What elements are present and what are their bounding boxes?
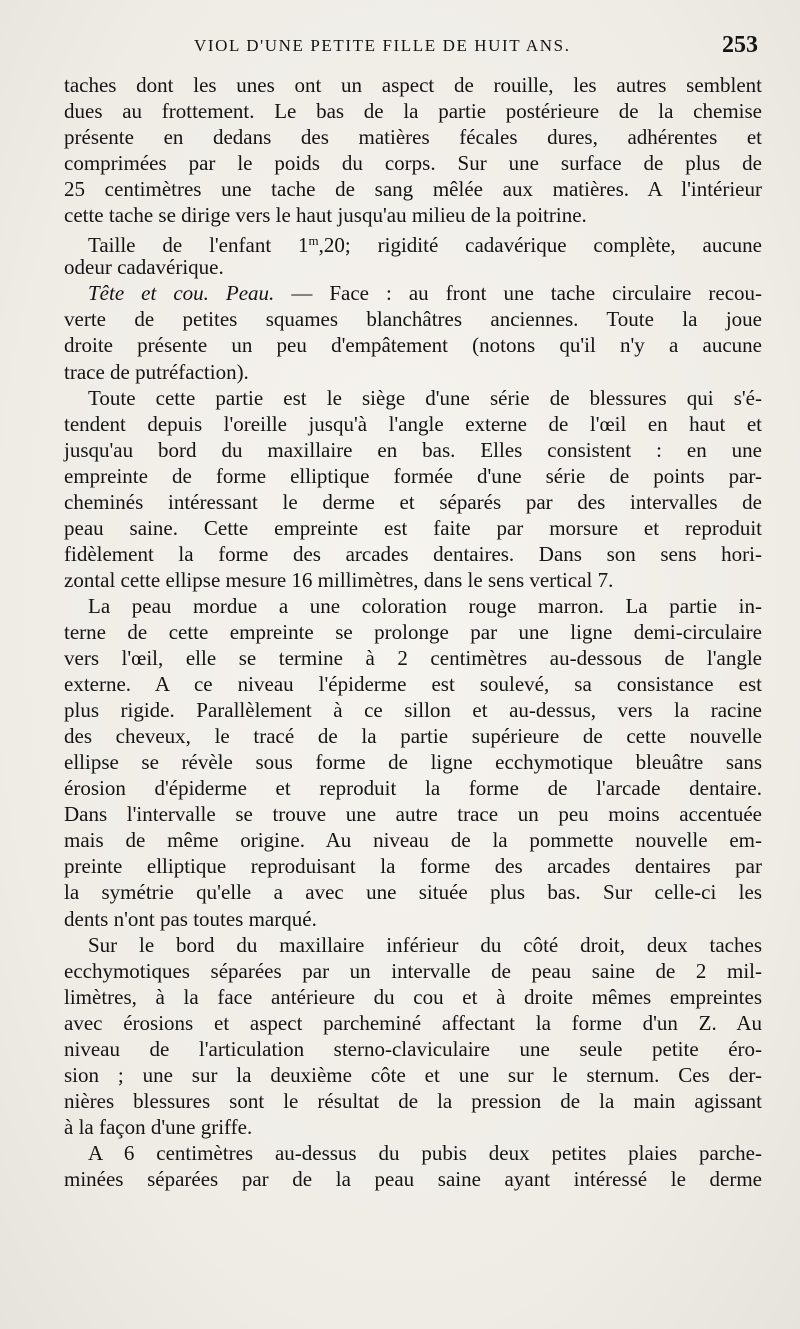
- text-line: dues au frottement. Le bas de la partie postérieure de la chemise: [64, 99, 762, 124]
- text-line: ellipse se révèle sous forme de ligne ecchymotique bleuâtre sans: [64, 750, 762, 775]
- italic-heading: Tête et cou. Peau.: [88, 281, 275, 306]
- text-line: La peau mordue a une coloration rouge marron. La partie in-: [88, 593, 762, 618]
- paragraph-1: [64, 72, 762, 228]
- text-line: empreinte de forme elliptique formée d'une série de points par-: [64, 463, 762, 488]
- text-line: vers l'œil, elle se termine à 2 centimètres au-dessous de l'angle: [64, 646, 762, 671]
- text-line: trace de putréfaction).: [64, 359, 249, 384]
- text-line: des cheveux, le tracé de la partie supérieure de cette nouvelle: [64, 724, 762, 749]
- paragraph-2: [64, 228, 762, 280]
- paragraph-3: [64, 280, 762, 384]
- text-line: externe. A ce niveau l'épiderme est soulevé, sa consistance est: [64, 672, 762, 697]
- paragraph-6: [64, 932, 762, 1140]
- text-line: A 6 centimètres au-dessus du pubis deux petites plaies parche-: [88, 1140, 762, 1165]
- text-line: comprimées par le poids du corps. Sur une surface de plus de: [64, 151, 762, 176]
- text-line: cette tache se dirige vers le haut jusqu'au milieu de la poitrine.: [64, 203, 587, 228]
- text-line: nières blessures sont le résultat de la pression de la main agissant: [64, 1088, 762, 1113]
- paragraph-4: [64, 385, 762, 593]
- text-line: la symétrie qu'elle a avec une située plus bas. Sur celle-ci les: [64, 880, 762, 905]
- text-line: preinte elliptique reproduisant la forme des arcades dentaires par: [64, 854, 762, 879]
- text-line: droite présente un peu d'empâtement (notons qu'il n'y a aucune: [64, 333, 762, 358]
- running-header: [64, 32, 760, 62]
- page-body: [64, 72, 762, 1192]
- text-line: terne de cette empreinte se prolonge par une ligne demi-circulaire: [64, 619, 762, 644]
- text-line: Sur le bord du maxillaire inférieur du côté droit, deux taches: [88, 932, 762, 957]
- text-fragment: — Face : au front une tache circulaire recou-: [274, 281, 763, 306]
- text-line: sion ; une sur la deuxième côte et une sur le sternum. Ces der-: [64, 1062, 762, 1087]
- text-fragment: ,20; rigidité cadavérique complète, aucune: [318, 233, 762, 258]
- paragraph-7: [64, 1140, 762, 1192]
- running-title: VIOL D'UNE PETITE FILLE DE HUIT ANS.: [194, 36, 571, 55]
- text-line: minées séparées par de la peau saine ayant intéressé le derme: [64, 1166, 762, 1191]
- text-line: mais de même origine. Au niveau de la pommette nouvelle em-: [64, 828, 762, 853]
- text-line: odeur cadavérique.: [64, 255, 224, 280]
- text-line: Dans l'intervalle se trouve une autre trace un peu moins accentuée: [64, 802, 762, 827]
- text-line: niveau de l'articulation sterno-claviculaire une seule petite éro-: [64, 1036, 762, 1061]
- text-line: présente en dedans des matières fécales dures, adhérentes et: [64, 125, 762, 150]
- text-line: [64, 228, 762, 258]
- text-line: Toute cette partie est le siège d'une série de blessures qui s'é-: [88, 385, 762, 410]
- text-line: peau saine. Cette empreinte est faite par morsure et reproduit: [64, 515, 762, 540]
- text-line: taches dont les unes ont un aspect de rouille, les autres semblent: [64, 73, 762, 97]
- text-line: ecchymotiques séparées par un intervalle de peau saine de 2 mil-: [64, 958, 762, 983]
- superscript-unit: m: [308, 233, 319, 249]
- paragraph-5: [64, 593, 762, 932]
- text-line: 25 centimètres une tache de sang mêlée aux matières. A l'intérieur: [64, 177, 762, 202]
- text-line: jusqu'au bord du maxillaire en bas. Elles consistent : en une: [64, 437, 762, 462]
- text-line: dents n'ont pas toutes marqué.: [64, 906, 317, 931]
- text-line: érosion d'épiderme et reproduit la forme de l'arcade dentaire.: [64, 776, 762, 801]
- text-line: verte de petites squames blanchâtres anciennes. Toute la joue: [64, 307, 762, 332]
- text-line: [64, 280, 762, 306]
- text-line: à la façon d'une griffe.: [64, 1114, 253, 1139]
- text-line: plus rigide. Parallèlement à ce sillon et au-dessus, vers la racine: [64, 698, 762, 723]
- text-line: fidèlement la forme des arcades dentaires. Dans son sens hori-: [64, 541, 762, 566]
- text-line: avec érosions et aspect parcheminé affectant la forme d'un Z. Au: [64, 1010, 762, 1035]
- page-number: 253: [722, 32, 758, 58]
- text-line: tendent depuis l'oreille jusqu'à l'angle externe de l'œil en haut et: [64, 411, 762, 436]
- text-fragment: Taille de l'enfant 1: [88, 233, 309, 258]
- text-line: cheminés intéressant le derme et séparés par des intervalles de: [64, 489, 762, 514]
- text-line: zontal cette ellipse mesure 16 millimètres, dans le sens vertical 7.: [64, 567, 614, 592]
- text-line: limètres, à la face antérieure du cou et à droite mêmes empreintes: [64, 984, 762, 1009]
